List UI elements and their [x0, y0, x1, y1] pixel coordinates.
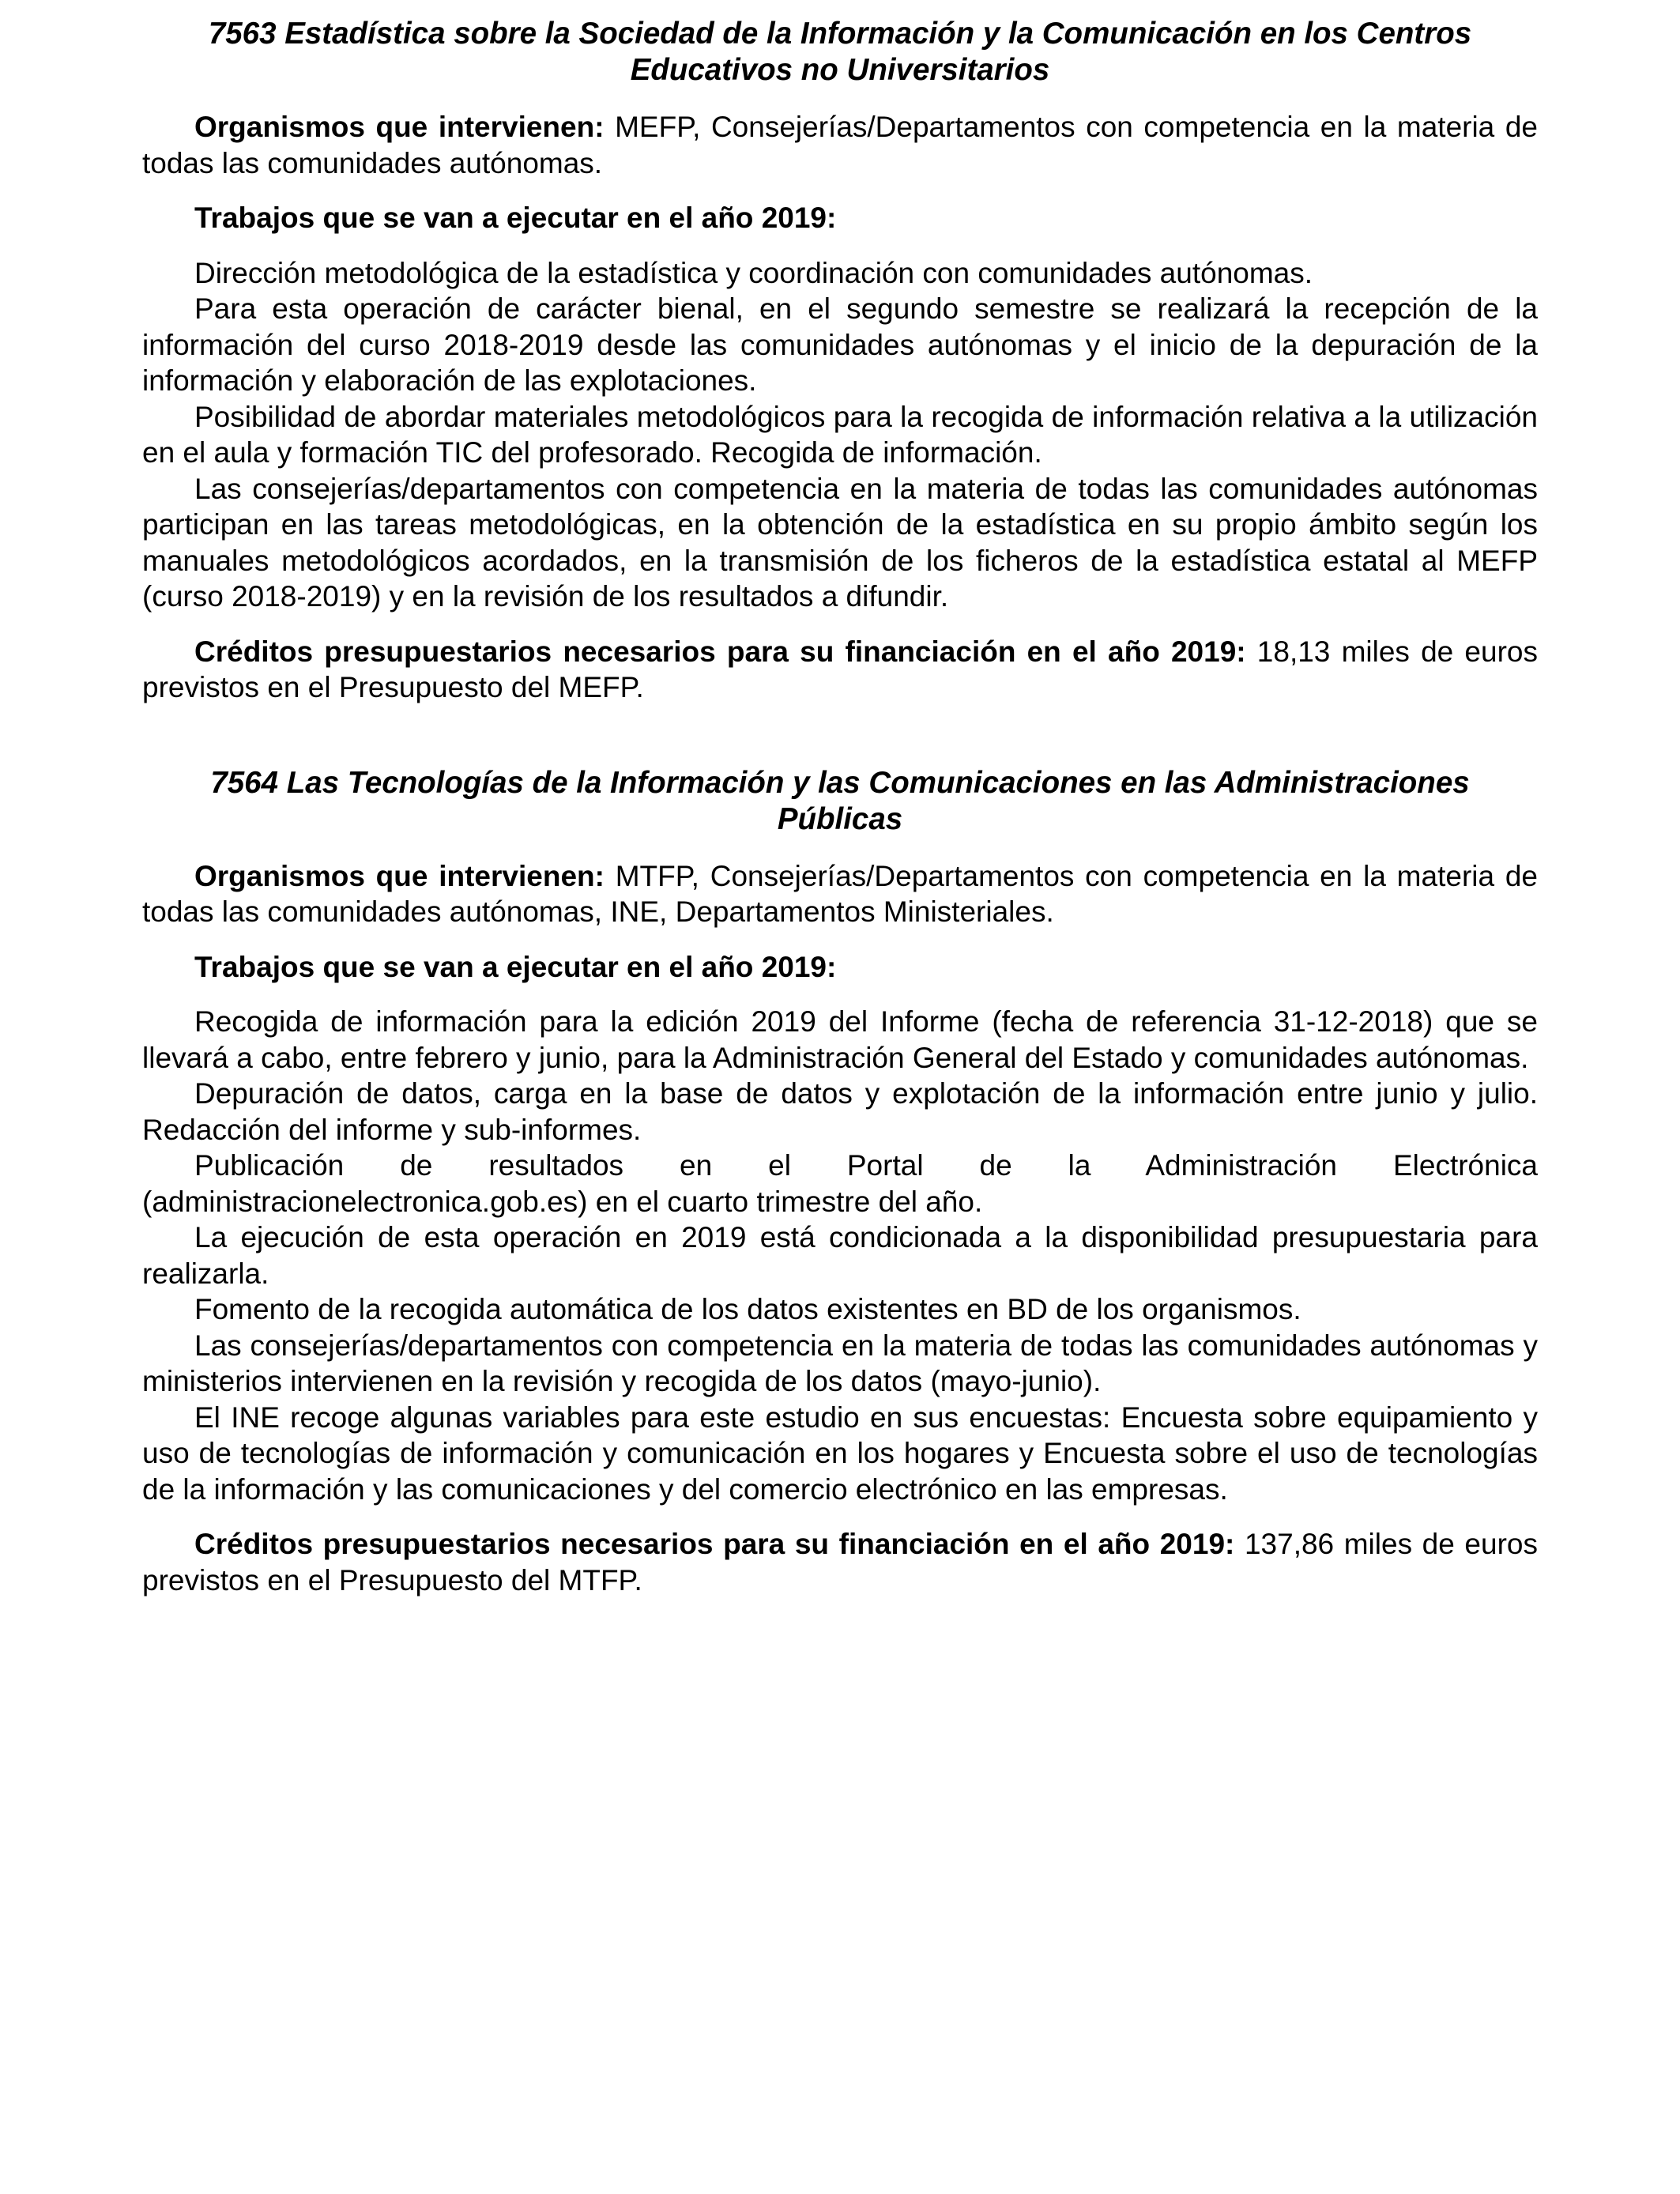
- trabajos-heading: Trabajos que se van a ejecutar en el año 2019:: [194, 950, 837, 983]
- creditos-label: Créditos presupuestarios necesarios para su financiación en el año 2019:: [194, 1528, 1235, 1560]
- creditos-paragraph: [142, 634, 1538, 706]
- organismos-label: Organismos que intervienen:: [194, 111, 605, 143]
- trabajos-paragraph: El INE recoge algunas variables para este estudio en sus encuestas: Encuesta sobre equipamiento y uso de tecnologías de información y comunicación en los hogares y Encuesta sobre el uso de tecnologías de la información y las comunicaciones y del comercio electrónico en las empresas.: [142, 1400, 1538, 1506]
- creditos-label: Créditos presupuestarios necesarios para su financiación en el año 2019:: [194, 635, 1246, 668]
- trabajos-paragraph: Recogida de información para la edición 2019 del Informe (fecha de referencia 31-12-2018) que se llevará a cabo, entre febrero y junio, para la Administración General del Estado y comunidades autónomas.: [142, 1005, 1538, 1074]
- document-page: [142, 16, 1538, 1598]
- section-title: 7563 Estadística sobre la Sociedad de la Información y la Comunicación en los Centros Educativos no Universitarios: [208, 17, 1472, 87]
- creditos-text: 18,13 miles de euros previstos en el Presupuesto del MEFP.: [142, 635, 1538, 703]
- trabajos-paragraph: Las consejerías/departamentos con competencia en la materia de todas las comunidades autónomas y ministerios intervienen en la revisión y recogida de los datos (mayo-junio).: [142, 1329, 1538, 1397]
- organismos-text: MTFP, Consejerías/Departamentos con competencia en la materia de todas las comunidades autónomas, INE, Departamentos Ministeriales.: [142, 859, 1538, 928]
- trabajos-paragraph: Para esta operación de carácter bienal, en el segundo semestre se realizará la recepción de la información del curso 2018-2019 desde las comunidades autónomas y el inicio de la depuración de la información y elaboración de las explotaciones.: [142, 292, 1538, 397]
- trabajos-paragraph: Las consejerías/departamentos con competencia en la materia de todas las comunidades autónomas participan en las tareas metodológicas, en la obtención de la estadística en su propio ámbito según los manuales metodológicos acordados, en la transmisión de los ficheros de la estadística estatal al MEFP (curso 2018-2019) y en la revisión de los resultados a difundir.: [142, 472, 1538, 613]
- section-7563: [142, 16, 1538, 706]
- creditos-paragraph: [142, 1526, 1538, 1598]
- trabajos-paragraph: Dirección metodológica de la estadística y coordinación con comunidades autónomas.: [194, 256, 1313, 289]
- organismos-text: MEFP, Consejerías/Departamentos con competencia en la materia de todas las comunidades autónomas.: [142, 111, 1538, 179]
- trabajos-paragraph: Publicación de resultados en el Portal de la Administración Electrónica (administracionelectronica.gob.es) en el cuarto trimestre del año.: [142, 1149, 1538, 1218]
- trabajos-paragraph: La ejecución de esta operación en 2019 está condicionada a la disponibilidad presupuestaria para realizarla.: [142, 1221, 1538, 1290]
- trabajos-paragraph: Fomento de la recogida automática de los datos existentes en BD de los organismos.: [194, 1293, 1301, 1325]
- creditos-text: 137,86 miles de euros previstos en el Presupuesto del MTFP.: [142, 1528, 1538, 1596]
- section-7564: [142, 765, 1538, 1599]
- organismos-paragraph: [142, 858, 1538, 930]
- trabajos-heading: Trabajos que se van a ejecutar en el año 2019:: [194, 202, 837, 234]
- organismos-paragraph: [142, 109, 1538, 181]
- trabajos-paragraph: Depuración de datos, carga en la base de datos y explotación de la información entre junio y julio. Redacción del informe y sub-informes.: [142, 1077, 1538, 1146]
- organismos-label: Organismos que intervienen:: [194, 859, 605, 892]
- section-title: 7564 Las Tecnologías de la Información y las Comunicaciones en las Administraciones Públicas: [210, 765, 1470, 836]
- trabajos-paragraph: Posibilidad de abordar materiales metodológicos para la recogida de información relativa a la utilización en el aula y formación TIC del profesorado. Recogida de información.: [142, 400, 1538, 469]
